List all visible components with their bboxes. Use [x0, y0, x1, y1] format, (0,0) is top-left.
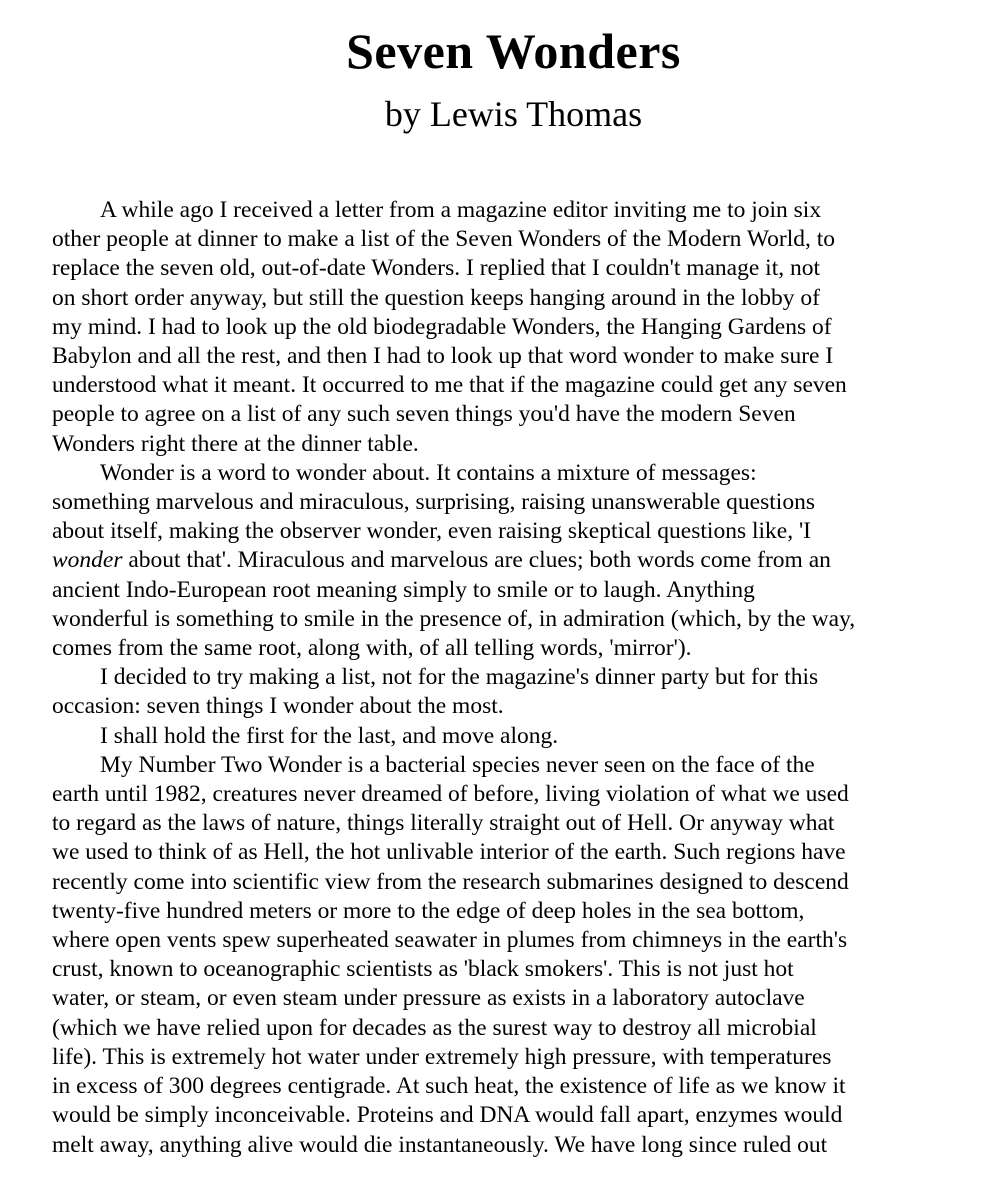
paragraph-3: [52, 663, 975, 721]
text-line: A while ago I received a letter from a magazine editor inviting me to join six: [100, 197, 822, 223]
text-line: understood what it meant. It occurred to me that if the magazine could get any seven: [52, 372, 847, 399]
text-line: wonderful is something to smile in the presence of, in admiration (which, by the way,: [52, 605, 856, 632]
text-line: I shall hold the first for the last, and move along.: [100, 722, 559, 749]
text-line-with-italic: [52, 546, 975, 575]
article-body: [52, 196, 975, 1160]
text-line: ancient Indo-European root meaning simply to smile or to laugh. Anything: [52, 576, 755, 603]
text-line: something marvelous and miraculous, surprising, raising unanswerable questions: [52, 489, 815, 516]
text-line: (which we have relied upon for decades as the surest way to destroy all microbial: [52, 1014, 817, 1041]
text-line: earth until 1982, creatures never dreamed of before, living violation of what we used: [52, 781, 849, 808]
text-line: I decided to try making a list, not for the magazine's dinner party but for this: [100, 664, 819, 691]
paragraph-4: [52, 722, 975, 751]
text-line: crust, known to oceanographic scientists as 'black smokers'. This is not just hot: [52, 956, 794, 983]
text-line: occasion: seven things I wonder about the most.: [52, 693, 504, 720]
text-line: in excess of 300 degrees centigrade. At such heat, the existence of life as we know it: [52, 1073, 846, 1100]
text-line: other people at dinner to make a list of the Seven Wonders of the Modern World, to: [52, 226, 836, 253]
text-line: My Number Two Wonder is a bacterial species never seen on the face of the: [100, 751, 815, 778]
text-line: Wonders right there at the dinner table.: [52, 430, 419, 457]
text-line: twenty-five hundred meters or more to the edge of deep holes in the sea bottom,: [52, 897, 805, 924]
page-title: Seven Wonders: [346, 23, 681, 79]
author-byline: by Lewis Thomas: [384, 94, 643, 134]
paragraph-5: [52, 751, 975, 1160]
paragraph-1: [52, 196, 975, 459]
text-line: on short order anyway, but still the question keeps hanging around in the lobby of: [52, 284, 820, 311]
text-line: to regard as the laws of nature, things literally straight out of Hell. Or anyway what: [52, 810, 835, 837]
italic-word: wonder: [52, 547, 123, 574]
text-line: people to agree on a list of any such seven things you'd have the modern Seven: [52, 401, 796, 428]
paragraph-2: [52, 459, 975, 663]
text-line: my mind. I had to look up the old biodegradable Wonders, the Hanging Gardens of: [52, 313, 832, 340]
text-fragment: about that'. Miraculous and marvelous are clues; both words come from an: [122, 547, 831, 574]
text-line: where open vents spew superheated seawater in plumes from chimneys in the earth's: [52, 927, 848, 954]
text-line: life). This is extremely hot water under extremely high pressure, with temperatures: [52, 1043, 832, 1070]
text-line: Wonder is a word to wonder about. It contains a mixture of messages:: [100, 459, 757, 486]
text-line: water, or steam, or even steam under pressure as exists in a laboratory autoclave: [52, 985, 805, 1012]
text-line: we used to think of as Hell, the hot unlivable interior of the earth. Such regions have: [52, 839, 846, 866]
text-line: melt away, anything alive would die instantaneously. We have long since ruled out: [52, 1131, 828, 1158]
text-line: replace the seven old, out-of-date Wonders. I replied that I couldn't manage it, not: [52, 255, 821, 282]
text-line: comes from the same root, along with, of all telling words, 'mirror').: [52, 635, 692, 662]
text-line: Babylon and all the rest, and then I had to look up that word wonder to make sure I: [52, 343, 834, 370]
text-line: about itself, making the observer wonder, even raising skeptical questions like, 'I: [52, 518, 812, 545]
text-line: recently come into scientific view from the research submarines designed to descend: [52, 868, 849, 895]
text-line: would be simply inconceivable. Proteins and DNA would fall apart, enzymes would: [52, 1102, 843, 1129]
